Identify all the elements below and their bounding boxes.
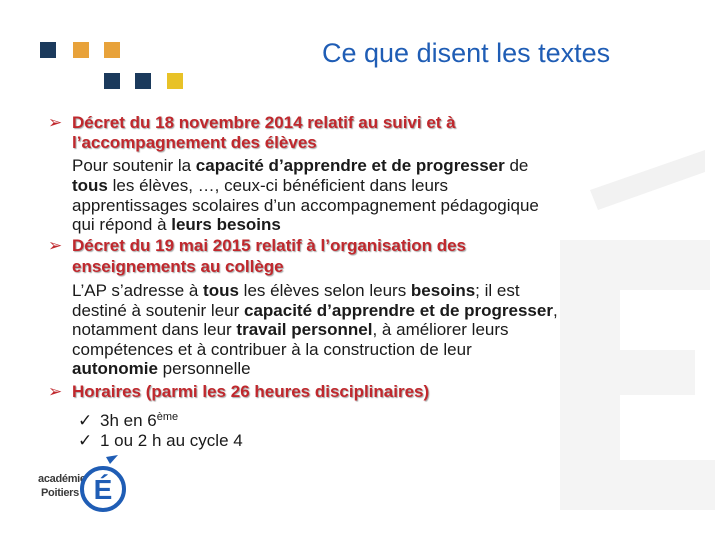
list-item-text: 1 ou 2 h au cycle 4: [100, 431, 243, 450]
text-run: ,: [552, 301, 558, 320]
text-run-bold: tous: [203, 281, 239, 300]
arrow-bullet-icon: ➢: [48, 382, 63, 401]
text-run: , à améliorer leurs: [372, 320, 509, 339]
text-run: destiné à soutenir leur: [72, 301, 244, 320]
text-run-bold: tous: [72, 176, 108, 195]
text-run: Pour soutenir la: [72, 156, 196, 175]
bullet-2-body-line5: [72, 359, 251, 379]
text-run-bold: travail personnel: [236, 320, 373, 339]
logo-e-icon: [80, 455, 126, 513]
e-accent-watermark-icon: [520, 150, 720, 530]
bullet-1-body-line3: apprentissages scolaires d’un accompagnement pédagogique: [72, 196, 539, 215]
list-item-text: 3h en 6: [100, 411, 157, 430]
logo-word-poitiers: Poitiers: [41, 487, 79, 499]
logo-word-academie: académie: [38, 473, 86, 485]
text-run: ; il est: [475, 281, 520, 300]
text-run-bold: autonomie: [72, 359, 158, 378]
text-run: qui répond à: [72, 215, 172, 234]
bullet-1-heading-line2: l’accompagnement des élèves: [72, 133, 317, 152]
text-run: L’AP s’adresse à: [72, 281, 204, 300]
square-yellow: [167, 73, 183, 89]
bullet-2-body-line3: [72, 320, 509, 340]
text-run-bold: leurs besoins: [171, 215, 281, 234]
slide-title: Ce que disent les textes: [322, 38, 611, 68]
text-run: notamment dans leur: [72, 320, 237, 339]
square-orange-2: [104, 42, 120, 58]
academie-poitiers-logo: [38, 455, 128, 517]
square-orange-1: [73, 42, 89, 58]
square-navy-1: [40, 42, 56, 58]
bullet-2-heading-line2: enseignements au collège: [72, 257, 284, 276]
square-navy-3: [135, 73, 151, 89]
checkmark-icon: ✓: [78, 411, 93, 430]
bullet-1-heading-line1: Décret du 18 novembre 2014 relatif au suivi et à: [72, 113, 456, 132]
text-run: les élèves selon leurs: [238, 281, 411, 300]
list-item: [78, 431, 243, 451]
text-run: les élèves, …, ceux-ci bénéficient dans leurs: [107, 176, 449, 195]
bullet-1-body-line4: [72, 215, 281, 235]
text-run-bold: capacité d’apprendre et de progresser: [244, 301, 553, 320]
text-run-bold: besoins: [410, 281, 476, 300]
arrow-bullet-icon: ➢: [48, 113, 63, 132]
checkmark-icon: ✓: [78, 431, 93, 450]
text-run: de: [504, 156, 529, 175]
bullet-1-body-line2: [72, 176, 448, 196]
square-navy-2: [104, 73, 120, 89]
superscript: ème: [156, 411, 179, 423]
bullet-2-body-line4: compétences et à contribuer à la construction de leur: [72, 340, 472, 359]
bullet-2-heading-line1: Décret du 19 mai 2015 relatif à l’organisation des: [72, 236, 466, 255]
bullet-3-heading: Horaires (parmi les 26 heures disciplinaires): [72, 382, 430, 401]
bullet-2-body-line1: [72, 281, 520, 301]
bullet-1-body-line1: [72, 156, 528, 176]
logo-letter: É: [93, 474, 113, 505]
bullet-2-body-line2: [72, 301, 558, 321]
text-run-bold: capacité d’apprendre et de progresser: [195, 156, 505, 175]
text-run: personnelle: [157, 359, 251, 378]
arrow-bullet-icon: ➢: [48, 236, 63, 255]
list-item: [78, 407, 178, 431]
